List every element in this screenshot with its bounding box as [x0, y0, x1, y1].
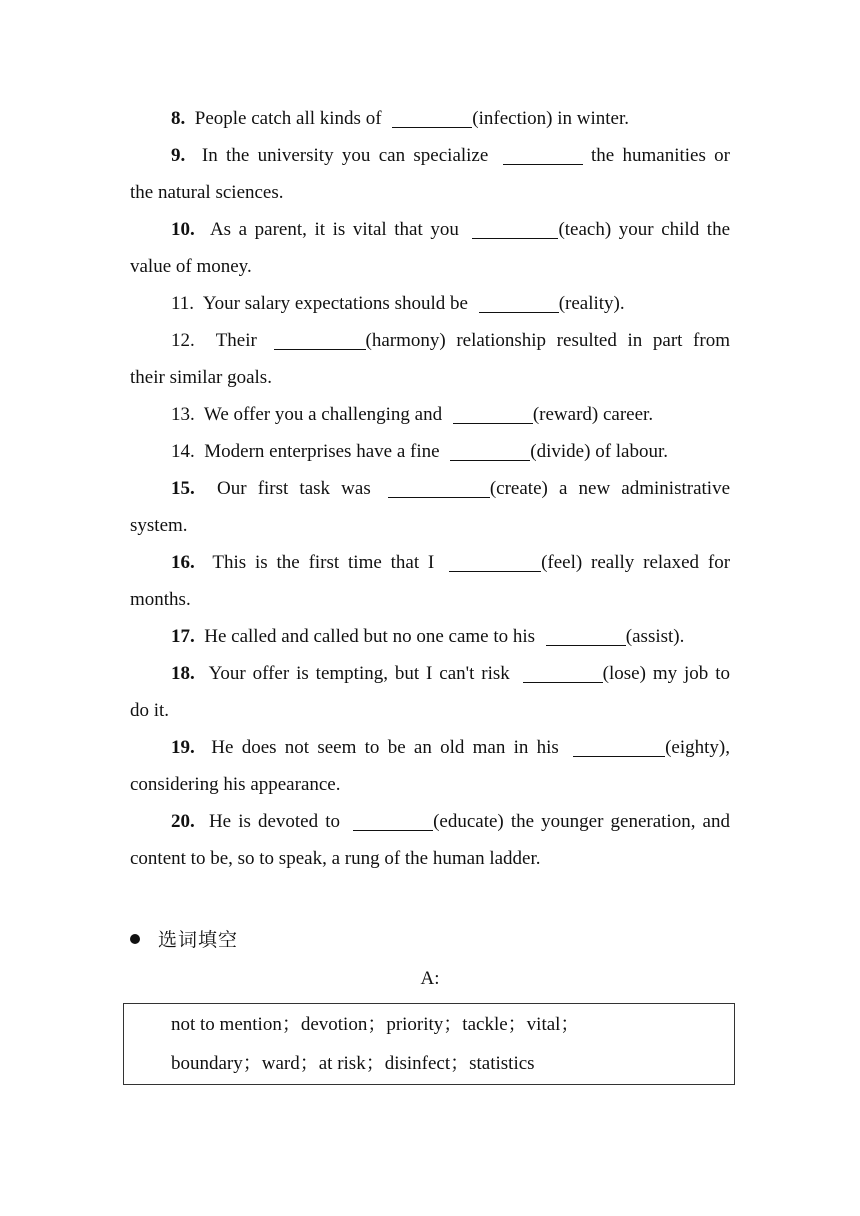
answer-blank[interactable]: [449, 549, 541, 572]
question-line: [130, 433, 730, 470]
question-text: Their: [215, 330, 268, 351]
question-hint: (lose) my job to: [602, 663, 730, 684]
question-text: He called and called but no one came to his: [204, 626, 540, 647]
question-text: Our first task was: [217, 478, 382, 499]
question-text: Your salary expectations should be: [202, 293, 473, 314]
question-item: [130, 322, 730, 396]
question-continuation: content to be, so to speak, a rung of the human ladder.: [130, 848, 541, 869]
question-item: [130, 470, 730, 544]
question-line: [130, 285, 730, 322]
question-line: [130, 803, 730, 840]
question-number: 11.: [171, 293, 203, 314]
question-text: Modern enterprises have a fine: [204, 441, 445, 462]
question-line: [130, 137, 730, 174]
question-hint: (harmony) relationship resulted in part from: [365, 330, 730, 351]
question-item: [130, 729, 730, 803]
question-line: [130, 211, 730, 248]
question-line: [130, 100, 730, 137]
question-item: [130, 396, 730, 433]
question-text: He is devoted to: [208, 811, 348, 832]
answer-blank[interactable]: [523, 660, 603, 683]
word-bank-line-2: boundary；ward；at risk；disinfect；statistics: [171, 1053, 535, 1074]
question-continuation: the natural sciences.: [130, 182, 284, 203]
question-number: 15.: [171, 478, 218, 499]
question-hint: the humanities or: [582, 145, 730, 166]
question-hint: (reward) career.: [532, 404, 654, 425]
question-item: [130, 211, 730, 285]
word-box-label: A:: [420, 968, 440, 989]
question-text: Your offer is tempting, but I can't risk: [208, 663, 517, 684]
question-hint: (create) a new administrative: [489, 478, 730, 499]
question-continuation: their similar goals.: [130, 367, 272, 388]
question-hint: (infection) in winter.: [472, 108, 629, 129]
answer-blank[interactable]: [453, 401, 533, 424]
question-item: [130, 803, 730, 877]
question-number: 10.: [171, 219, 210, 240]
question-hint: (reality).: [558, 293, 625, 314]
question-hint: (divide) of labour.: [530, 441, 669, 462]
answer-blank[interactable]: [503, 142, 583, 165]
answer-blank[interactable]: [472, 216, 558, 239]
question-line: [130, 322, 730, 359]
answer-blank[interactable]: [450, 438, 530, 461]
question-line: [130, 396, 730, 433]
question-hint: (educate) the younger generation, and: [433, 811, 730, 832]
question-continuation: considering his appearance.: [130, 774, 341, 795]
question-hint: (teach) your child the: [558, 219, 730, 240]
question-text: This is the first time that I: [212, 552, 444, 573]
answer-blank[interactable]: [353, 808, 433, 831]
question-number: 20.: [171, 811, 209, 832]
question-item: [130, 285, 730, 322]
question-text: In the university you can specialize: [201, 145, 497, 166]
answer-blank[interactable]: [546, 623, 626, 646]
question-number: 16.: [171, 552, 213, 573]
word-bank-box: [123, 1003, 735, 1085]
question-text: As a parent, it is vital that you: [209, 219, 467, 240]
question-number: 9.: [171, 145, 202, 166]
answer-blank[interactable]: [274, 327, 366, 350]
question-item: [130, 100, 730, 137]
question-number: 12.: [171, 330, 216, 351]
question-item: [130, 544, 730, 618]
question-text: People catch all kinds of: [194, 108, 387, 129]
question-item: [130, 433, 730, 470]
question-number: 17.: [171, 626, 205, 647]
question-item: [130, 655, 730, 729]
question-hint: (assist).: [625, 626, 685, 647]
question-line: [130, 618, 730, 655]
question-number: 18.: [171, 663, 209, 684]
answer-blank[interactable]: [392, 105, 472, 128]
question-continuation: months.: [130, 589, 191, 610]
answer-blank[interactable]: [479, 290, 559, 313]
question-text: We offer you a challenging and: [203, 404, 447, 425]
question-hint: (feel) really relaxed for: [541, 552, 730, 573]
filled-circle-icon: [130, 934, 140, 944]
question-number: 8.: [171, 108, 195, 129]
question-line: [130, 470, 730, 507]
word-bank-line-1: not to mention；devotion；priority；tackle；vital；: [171, 1014, 580, 1035]
section-title: 选词填空: [158, 929, 239, 951]
question-text: He does not seem to be an old man in his: [211, 737, 568, 758]
section-heading: [130, 925, 238, 952]
question-number: 13.: [171, 404, 204, 425]
question-continuation: system.: [130, 515, 188, 536]
question-item: [130, 618, 730, 655]
question-number: 14.: [171, 441, 205, 462]
question-continuation: do it.: [130, 700, 170, 721]
question-line: [130, 544, 730, 581]
question-continuation: value of money.: [130, 256, 252, 277]
question-line: [130, 655, 730, 692]
exercise-list: [130, 100, 730, 877]
answer-blank[interactable]: [573, 734, 665, 757]
question-number: 19.: [171, 737, 212, 758]
question-hint: (eighty),: [665, 737, 730, 758]
answer-blank[interactable]: [388, 475, 490, 498]
question-line: [130, 729, 730, 766]
question-item: [130, 137, 730, 211]
